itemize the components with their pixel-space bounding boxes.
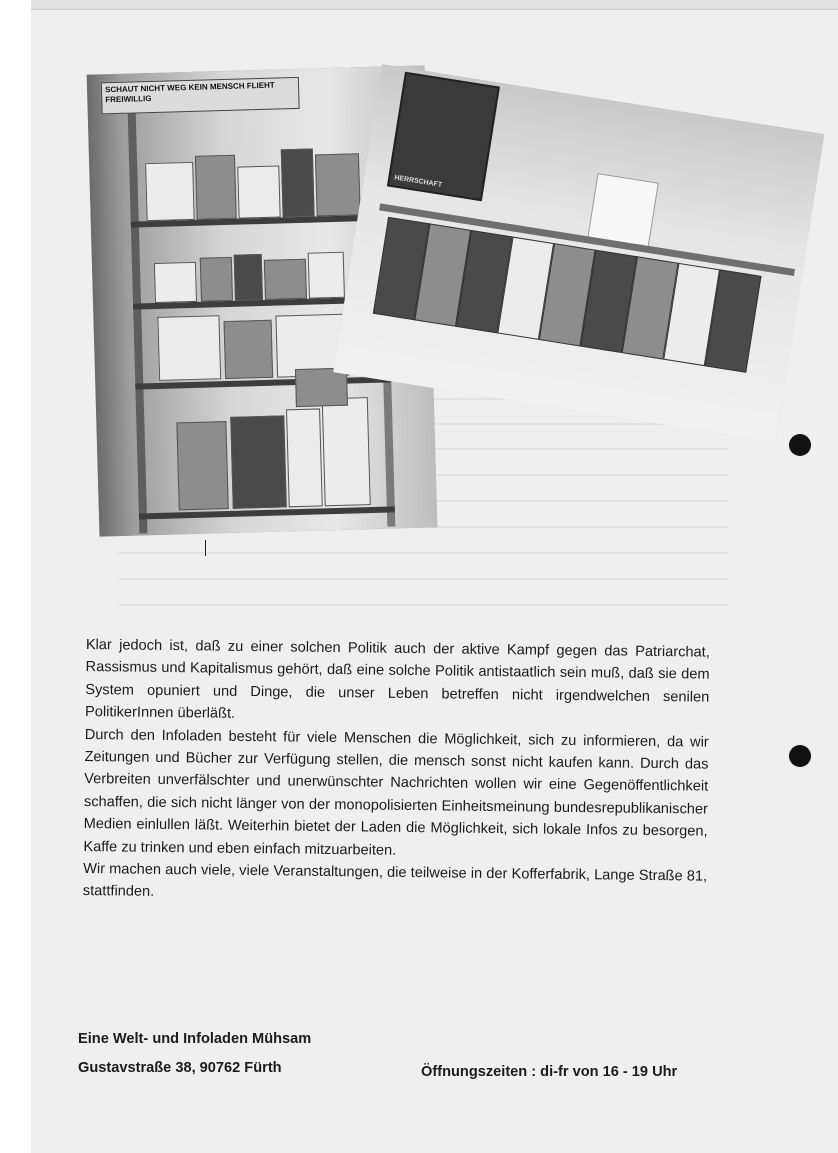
binder-hole [789, 745, 811, 767]
shop-street: Gustavstraße 38, 90762 Fürth [78, 1060, 282, 1076]
wall-poster: HERRSCHAFT [387, 72, 500, 202]
paragraph: Durch den Infoladen besteht für viele Menschen die Möglichkeit, sich zu informieren, da wir Zeitungen und Bücher zur Verfügung stellen, die mensch sonst nicht kaufen kann. Durch das Verbreiten unverfälschter und unerwünschter Nachrichten wollen wir eine Gegenöffentlichkeit schaffen, die sich nicht länger von der monopolisierten Einheitsmeinung bundesrepublikanischer Medien einlullen läßt. Weiterhin bietet der Laden die Möglichkeit, sich lokale Infos zu besorgen, Kaffe zu trinken und eben einfach mitzuarbeiten. [83, 726, 709, 859]
opening-hours: Öffnungszeiten : di-fr von 16 - 19 Uhr [421, 1064, 678, 1080]
shelf-banner: SCHAUT NICHT WEG KEIN MENSCH FLIEHT FREIWILLIG [101, 77, 300, 115]
paragraph: Wir machen auch viele, viele Veranstaltungen, die teilweise in der Kofferfabrik, Lange Straße 81, stattfinden. [82, 861, 708, 901]
stray-mark [205, 540, 206, 556]
scan-edge [0, 0, 31, 1153]
scan-top-edge [31, 0, 838, 10]
binder-hole [789, 434, 811, 456]
address-block [78, 1025, 418, 1083]
paragraph: Klar jedoch ist, daß zu einer solchen Politik auch der aktive Kampf gegen das Patriarchat, Rassismus und Kapitalismus gehört, daß eine solche Politik antistaatlich sein muß, daß sie dem System opuniert und Dinge, die unser Leben betreffen nicht irgendwelchen senilen PolitikerInnen überläßt. [84, 636, 710, 723]
shop-name: Eine Welt- und Infoladen Mühsam [78, 1031, 312, 1047]
body-text [83, 634, 710, 910]
